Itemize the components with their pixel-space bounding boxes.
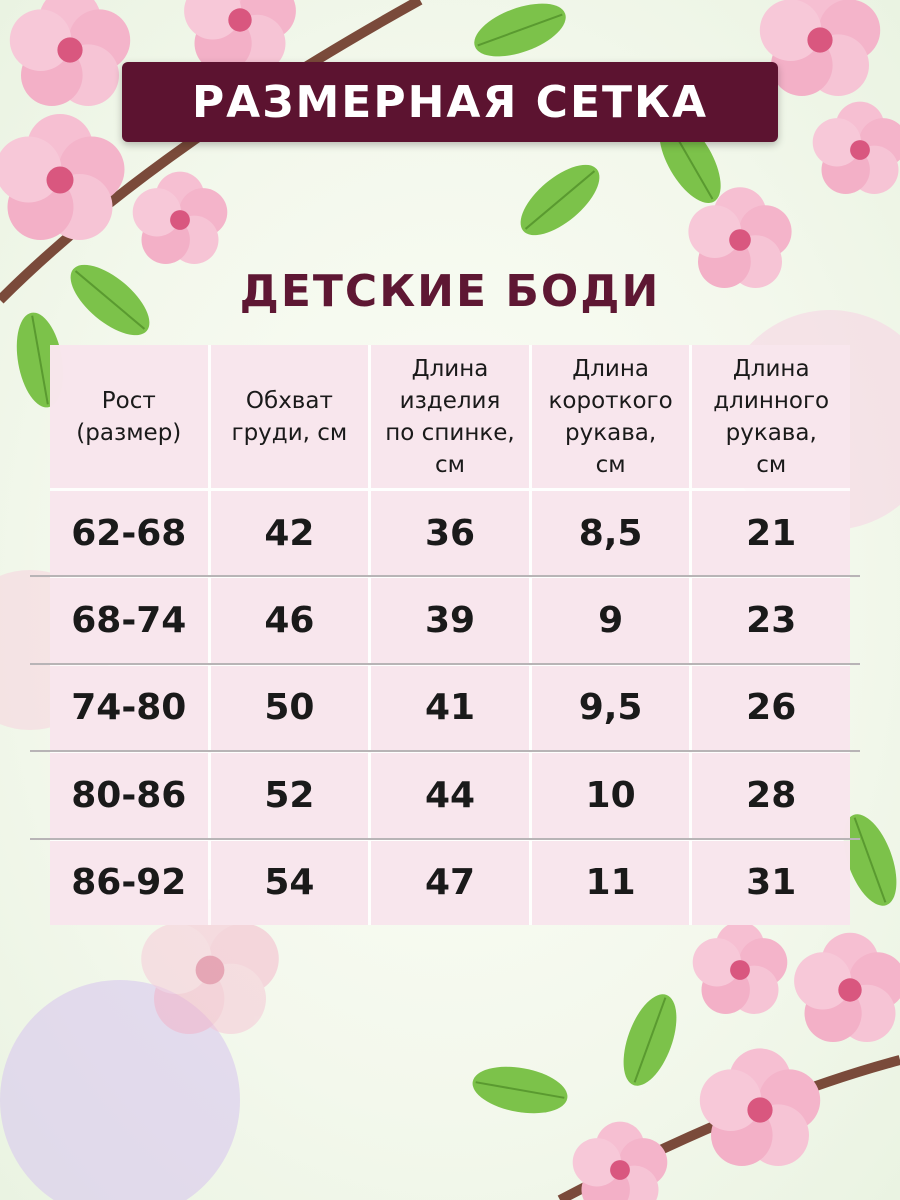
table-cell: 36 xyxy=(371,491,529,575)
table-cell: 10 xyxy=(532,753,690,837)
column-header: Длина изделия по спинке, см xyxy=(371,345,529,488)
title-banner: РАЗМЕРНАЯ СЕТКА xyxy=(122,62,778,142)
table-cell: 42 xyxy=(211,491,369,575)
table-cell: 54 xyxy=(211,841,369,925)
row-divider xyxy=(30,838,860,840)
table-cell: 41 xyxy=(371,666,529,750)
table-cell: 62-68 xyxy=(50,491,208,575)
table-cell: 46 xyxy=(211,578,369,662)
table-cell: 26 xyxy=(692,666,850,750)
table-cell: 44 xyxy=(371,753,529,837)
table-cell: 80-86 xyxy=(50,753,208,837)
table-cell: 28 xyxy=(692,753,850,837)
table-cell: 52 xyxy=(211,753,369,837)
table-cell: 9 xyxy=(532,578,690,662)
table-cell: 50 xyxy=(211,666,369,750)
table-cell: 74-80 xyxy=(50,666,208,750)
row-divider xyxy=(30,663,860,665)
table-cell: 11 xyxy=(532,841,690,925)
table-cell: 9,5 xyxy=(532,666,690,750)
table-cell: 31 xyxy=(692,841,850,925)
column-header: Рост (размер) xyxy=(50,345,208,488)
column-header: Длина длинного рукава, см xyxy=(692,345,850,488)
table-cell: 68-74 xyxy=(50,578,208,662)
row-divider xyxy=(30,750,860,752)
page-subtitle: ДЕТСКИЕ БОДИ xyxy=(239,266,661,317)
table-cell: 39 xyxy=(371,578,529,662)
column-header: Длина короткого рукава, см xyxy=(532,345,690,488)
column-header: Обхват груди, см xyxy=(211,345,369,488)
row-divider xyxy=(30,575,860,577)
table-cell: 47 xyxy=(371,841,529,925)
table-cell: 8,5 xyxy=(532,491,690,575)
table-cell: 21 xyxy=(692,491,850,575)
table-cell: 23 xyxy=(692,578,850,662)
table-cell: 86-92 xyxy=(50,841,208,925)
